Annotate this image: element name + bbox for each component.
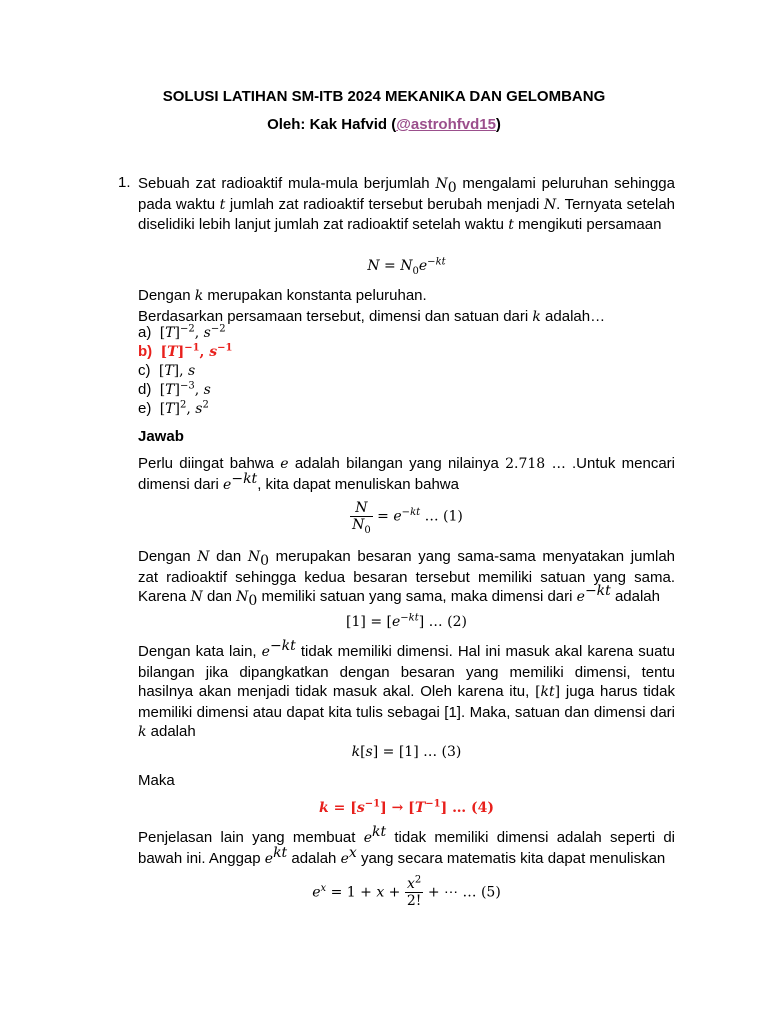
equation-1: $\frac{N}{N_0}$ = $e^{-kt}$ … (1) — [352, 500, 463, 536]
document-title: SOLUSI LATIHAN SM-ITB 2024 MEKANIKA DAN GELOMBANG — [162, 88, 606, 105]
question-definition: Dengan k merupakan konstanta peluruhan. Berdasarkan persamaan tersebut, dimensi dan satuan dari k adalah… — [138, 287, 606, 325]
answer-paragraph-1: Perlu diingat bahwa e adalah bilangan yang nilainya 2.718 … .Untuk mencari dimensi dari $e^{-kt}$, kita dapat menuliskan bahwa — [138, 455, 675, 493]
maka-label: Maka — [138, 772, 175, 789]
option-b-correct[interactable]: b) $[T]^{-1}$, $s^{-1}$ — [138, 342, 233, 360]
question-number: 1. — [118, 174, 131, 191]
author-prefix: Oleh: Kak Hafvid ( — [267, 116, 397, 133]
author-suffix: ) — [495, 116, 501, 133]
equation-decay: $N = N_0e^{-kt}$ — [367, 256, 446, 277]
equation-5: $e^x = 1 + x$ + $\frac{x^2}{2!}$ + ⋯ … (5) — [312, 874, 501, 909]
answer-paragraph-4: Penjelasan lain yang membuat $e^{kt}$ tidak memiliki dimensi adalah seperti di bawah ini. Anggap $e^{kt}$ adalah $e^x$ yang secara matematis kita dapat menuliskan — [138, 824, 675, 867]
equation-3: k[s] = [1] … (3) — [351, 744, 462, 760]
option-e[interactable]: e) $[T]^2$, $s^2$ — [138, 399, 209, 417]
option-d[interactable]: d) $[T]^{-3}$, s — [138, 380, 211, 398]
option-c[interactable]: c) [T], s — [138, 362, 196, 379]
author-line — [0, 116, 768, 133]
answer-paragraph-3: Dengan kata lain, $e^{-kt}$ tidak memiliki dimensi. Hal ini masuk akal karena suatu bilangan jika dipangkatkan dengan besaran yang memiliki dimensi, tentu hasilnya akan menjadi tidak masuk akal. Oleh karena itu, [kt] juga harus tidak memiliki dimensi atau dapat kita tulis sebagai [1]. Maka, satuan dan dimensi dari k adalah — [138, 638, 675, 740]
equation-4-result: $k = [s^{-1}] \to [T^{-1}]$ … (4) — [319, 798, 494, 816]
author-link[interactable]: @astrohfvd15 — [396, 116, 496, 133]
answer-paragraph-2: Dengan N dan $N_0$ merupakan besaran yang sama-sama menyatakan jumlah zat radioaktif sehingga kedua besaran tersebut memiliki satuan yang sama. Karena N dan $N_0$ memiliki satuan yang sama, maka dimensi dari $e^{-kt}$ adalah — [138, 548, 675, 609]
equation-2: $[1] = [e^{-kt}]$ … (2) — [346, 612, 467, 630]
answer-heading: Jawab — [138, 428, 184, 445]
question-text: Sebuah zat radioaktif mula-mula berjumlah $N_0$ mengalami peluruhan sehingga pada waktu t jumlah zat radioaktif tersebut berubah menjadi N. Ternyata setelah diselidiki lebih lanjut jumlah zat radioaktif setelah waktu t mengikuti persamaan — [138, 175, 676, 233]
option-a[interactable]: a) $[T]^{-2}$, $s^{-2}$ — [138, 323, 226, 341]
